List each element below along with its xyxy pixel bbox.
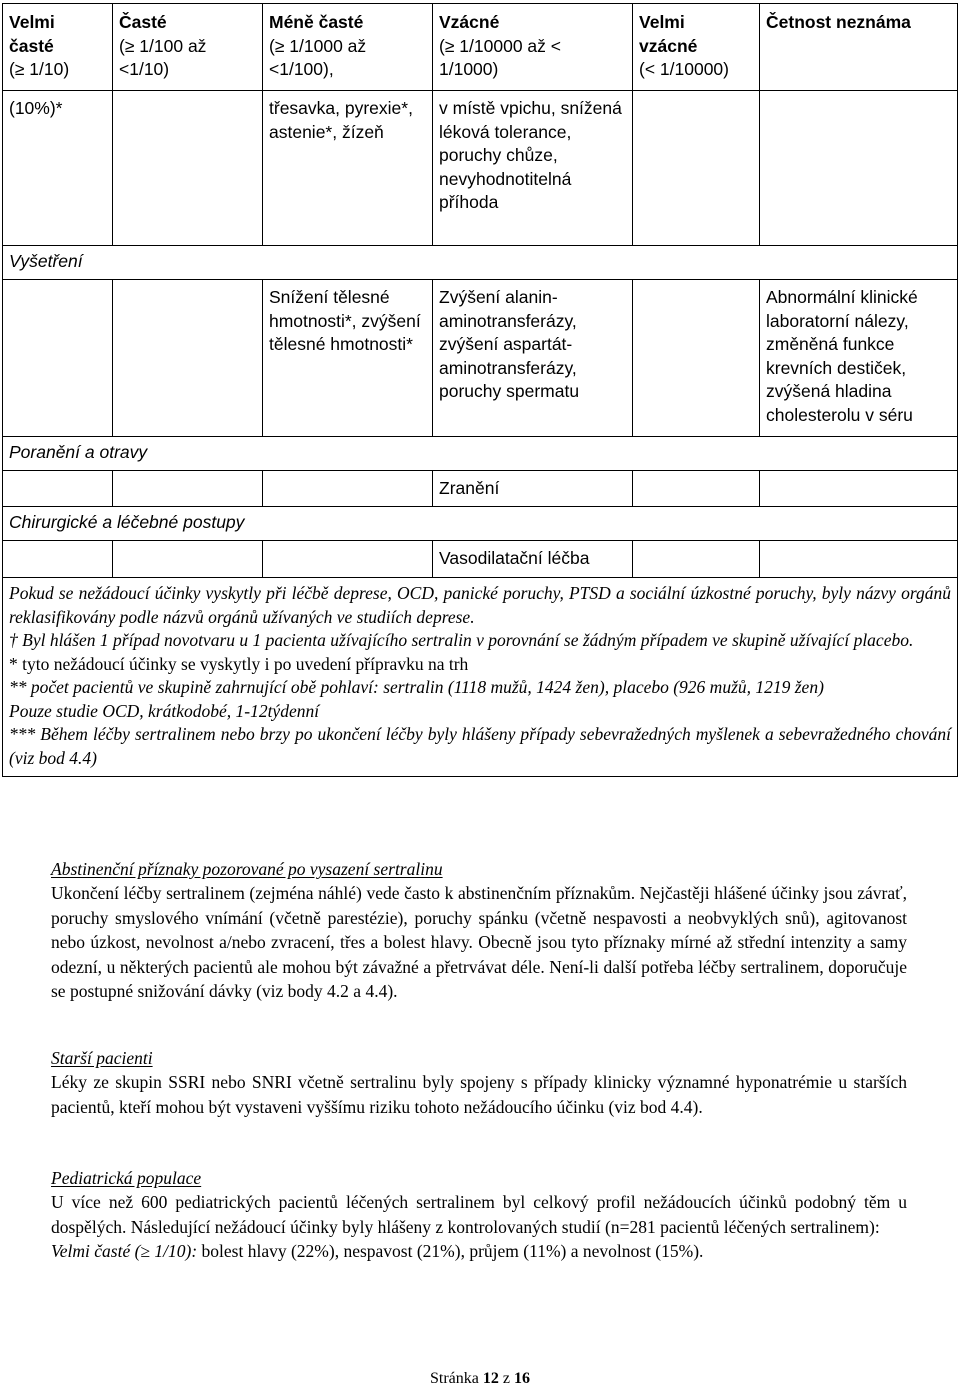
section-text: Léky ze skupin SSRI nebo SNRI včetně sertralinu byly spojeny s případy klinicky významné hyponatrémie u starších pacientů, kteří mohou být vystaveni vyššímu riziku tohoto nežádoucího účinku (viz bod 4.4).	[51, 1072, 907, 1117]
footnote-postmarketing: * tyto nežádoucí účinky se vyskytly i po uvedení přípravku na trh	[9, 653, 469, 674]
header-row	[3, 4, 958, 91]
header-uncommon: Méně časté (≥ 1/1000 až <1/100),	[263, 4, 433, 91]
table-footnotes	[3, 578, 958, 777]
cell-common	[113, 471, 263, 507]
footnote-reclassification: Pokud se nežádoucí účinky vyskytly při léčbě deprese, OCD, panické poruchy, PTSD a sociální úzkostné poruchy, byly názvy orgánů reklasifikovány podle názvů orgánů užívaných ve studiích deprese.	[9, 583, 951, 627]
cell-very-rare	[633, 541, 760, 578]
elderly-section	[51, 1046, 907, 1119]
frequency-text: bolest hlavy (22%), nespavost (21%), průjem (11%) a nevolnost (15%).	[197, 1241, 704, 1262]
cell-unknown	[760, 471, 958, 507]
cell-very-rare	[633, 280, 760, 437]
cell-rare: Zvýšení alanin-aminotransferázy, zvýšení aspartát-aminotransferázy, poruchy spermatu	[433, 280, 633, 437]
footnote-ocd: Pouze studie OCD, krátkodobé, 1-12týdenní	[9, 700, 320, 721]
page-total: 16	[513, 1370, 530, 1387]
footnote-patient-count: ** počet pacientů ve skupině zahrnující obě pohlaví: sertralin (1118 mužů, 1424 žen), placebo (926 mužů, 1219 žen)	[9, 677, 824, 697]
header-very-common: Velmi časté (≥ 1/10)	[3, 4, 113, 91]
header-common: Časté (≥ 1/100 až <1/10)	[113, 4, 263, 91]
section-text: Ukončení léčby sertralinem (zejména náhlé) vede často k abstinenčním příznakům. Nejčastěji hlášené účinky jsou závrať, poruchy smyslového vnímání (včetně parestézie), poruchy spánku (včetně nespavosti a neobvyklých snů), agitovanost nebo úzkost, nevolnost a/nebo zvracení, třes a bolest hlavy. Obecně jsou tyto příznaky mírné až střední intenzity a samy odezní, u některých pacientů ale mohou být závažné a přetrvávat déle. Není-li další potřeba léčby sertralinem, doporučuje se postupné snižování dávky (viz body 4.2 a 4.4).	[51, 883, 907, 1002]
soc-label: Chirurgické a léčebné postupy	[3, 507, 958, 541]
table-row	[3, 541, 958, 578]
cell-common	[113, 541, 263, 578]
section-text: U více než 600 pediatrických pacientů léčených sertralinem byl celkový profil nežádoucích účinků podobný těm u dospělých. Následující nežádoucí účinky byly hlášeny z kontrolovaných studií (n=281 pacientů léčených sertralinem):	[51, 1192, 907, 1237]
cell-very-common	[3, 471, 113, 507]
cell-uncommon	[263, 541, 433, 578]
footer-separator: z	[498, 1370, 514, 1387]
pediatric-section	[51, 1166, 907, 1264]
section-heading: Pediatrická populace	[51, 1168, 202, 1188]
frequency-label: Velmi časté (≥ 1/10):	[51, 1241, 198, 1262]
cell-very-rare	[633, 471, 760, 507]
cell-rare: v místě vpichu, snížená léková tolerance, poruchy chůze, nevyhodnotitelná příhoda	[433, 91, 633, 246]
cell-common	[113, 280, 263, 437]
cell-very-common	[3, 541, 113, 578]
footnote-suicidal: *** Během léčby sertralinem nebo brzy po ukončení léčby byly hlášeny případy sebevražedných myšlenek a sebevražedného chování (viz bod 4.4)	[9, 724, 951, 768]
cell-uncommon	[263, 471, 433, 507]
cell-uncommon: Snížení tělesné hmotnosti*, zvýšení tělesné hmotnosti*	[263, 280, 433, 437]
footer-prefix: Stránka	[430, 1370, 483, 1387]
cell-uncommon: třesavka, pyrexie*, astenie*, žízeň	[263, 91, 433, 246]
adverse-effects-table	[2, 3, 958, 777]
withdrawal-section	[51, 857, 907, 1003]
footnote-neoplasm: † Byl hlášen 1 případ novotvaru u 1 pacienta užívajícího sertralin v porovnání se žádným případem ve skupině užívající placebo.	[9, 630, 914, 650]
cell-unknown: Abnormální klinické laboratorní nálezy, změněná funkce krevních destiček, zvýšená hladina cholesterolu v séru	[760, 280, 958, 437]
header-rare: Vzácné (≥ 1/10000 až < 1/1000)	[433, 4, 633, 91]
header-very-rare: Velmi vzácné (< 1/10000)	[633, 4, 760, 91]
cell-unknown	[760, 91, 958, 246]
cell-rare: Vasodilatační léčba	[433, 541, 633, 578]
section-heading: Abstinenční příznaky pozorované po vysazení sertralinu	[51, 859, 443, 879]
cell-very-common: (10%)*	[3, 91, 113, 246]
section-heading: Starší pacienti	[51, 1048, 153, 1068]
page-footer	[0, 1370, 960, 1388]
table-row	[3, 280, 958, 437]
table-row	[3, 91, 958, 246]
cell-very-rare	[633, 91, 760, 246]
page-number: 12	[482, 1370, 499, 1387]
header-unknown: Četnost neznáma	[760, 4, 958, 91]
table-row	[3, 471, 958, 507]
soc-label: Vyšetření	[3, 246, 958, 280]
soc-row	[3, 246, 958, 280]
frequency-line	[51, 1239, 907, 1263]
cell-rare: Zranění	[433, 471, 633, 507]
soc-label: Poranění a otravy	[3, 437, 958, 471]
cell-unknown	[760, 541, 958, 578]
soc-row	[3, 507, 958, 541]
cell-very-common	[3, 280, 113, 437]
footnote-row	[3, 578, 958, 777]
cell-common	[113, 91, 263, 246]
soc-row	[3, 437, 958, 471]
